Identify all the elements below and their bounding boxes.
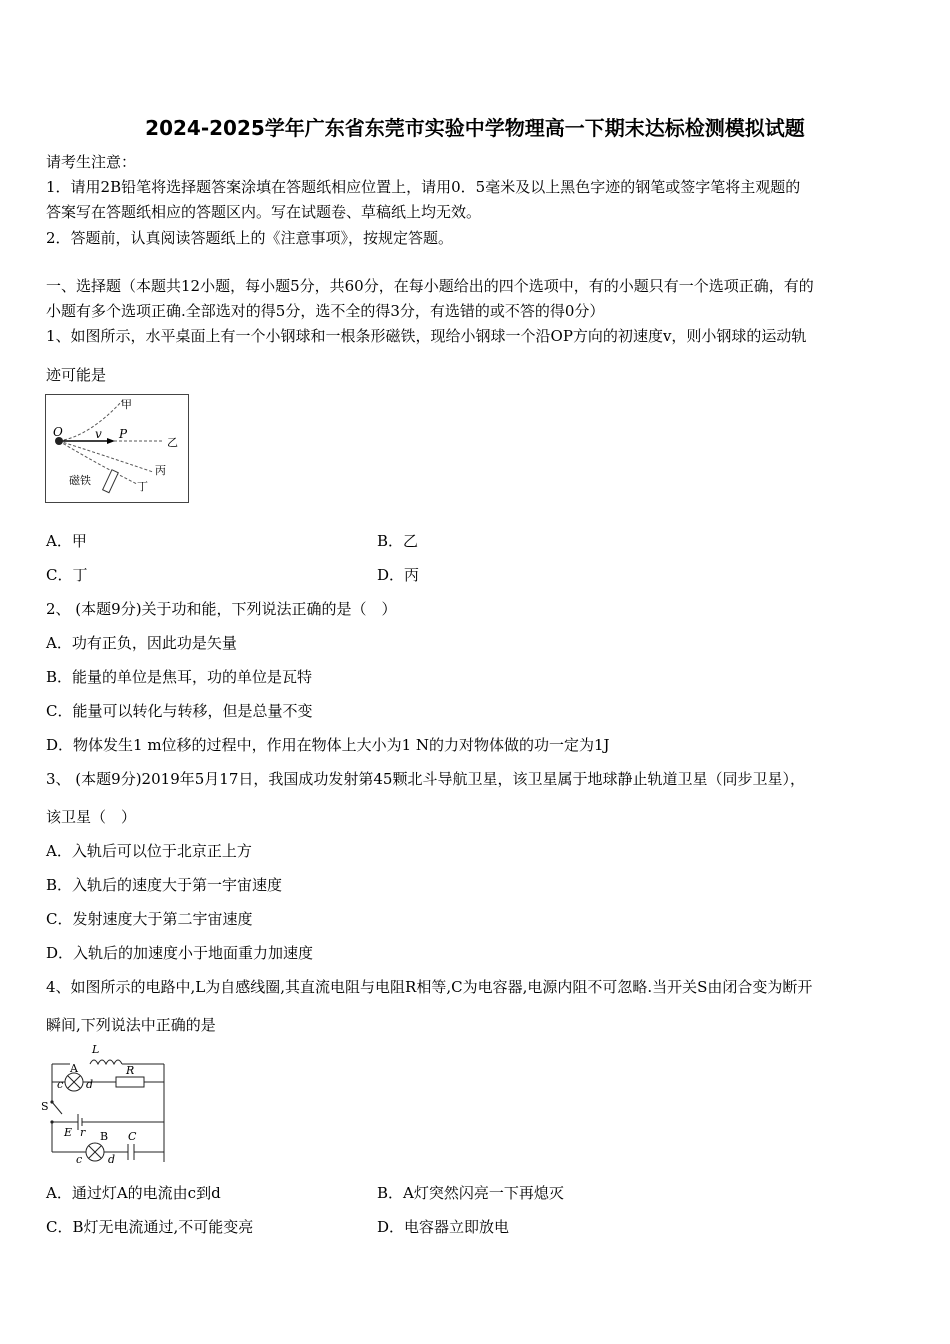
label-c: c xyxy=(76,1153,83,1166)
question-1-stem: 迹可能是 xyxy=(46,366,107,384)
q2-option-c: C．能量可以转化与转移，但是总量不变 xyxy=(46,702,313,720)
label-R: R xyxy=(126,1064,135,1077)
label-bing: 丙 xyxy=(155,464,166,477)
label-o: O xyxy=(53,425,63,439)
label-L: L xyxy=(92,1043,100,1056)
q3-option-c: C．发射速度大于第二宇宙速度 xyxy=(46,910,253,928)
q1-option-d: D．丙 xyxy=(377,566,420,584)
notice-line: 答案写在答题纸相应的答题区内。写在试题卷、草稿纸上均无效。 xyxy=(46,203,482,221)
q4-option-d: D．电容器立即放电 xyxy=(377,1218,510,1236)
label-d: d xyxy=(108,1153,116,1166)
question-4-stem: 4、如图所示的电路中,L为自感线圈,其直流电阻与电阻R相等,C为电容器,电源内阻不可忽略.当开关S由闭合变为断开 xyxy=(46,978,813,996)
label-A: A xyxy=(70,1062,78,1075)
question-3-stem: 3、 (本题9分)2019年5月17日，我国成功发射第45颗北斗导航卫星，该卫星属于地球静止轨道卫星（同步卫星）， xyxy=(46,770,805,788)
q1-option-a: A．甲 xyxy=(46,532,87,550)
question-3-stem: 该卫星（ ） xyxy=(46,808,137,826)
notice-heading: 请考生注意： xyxy=(46,153,137,171)
label-magnet: 磁铁 xyxy=(69,474,91,487)
q2-option-d: D．物体发生1 m位移的过程中，作用在物体上大小为1 N的力对物体做的功一定为1J xyxy=(46,736,610,754)
label-E: E xyxy=(64,1126,73,1139)
question-4-stem: 瞬间,下列说法中正确的是 xyxy=(46,1016,216,1034)
q1-option-c: C．丁 xyxy=(46,566,88,584)
label-d: d xyxy=(86,1078,94,1091)
question-2-stem: 2、 (本题9分)关于功和能，下列说法正确的是（ ） xyxy=(46,600,397,618)
q3-option-d: D．入轨后的加速度小于地面重力加速度 xyxy=(46,944,314,962)
label-v: v xyxy=(95,427,102,441)
label-c: c xyxy=(57,1078,64,1091)
q4-option-b: B．A灯突然闪亮一下再熄灭 xyxy=(377,1184,564,1202)
label-ding: 丁 xyxy=(137,480,148,493)
label-p: P xyxy=(119,427,128,441)
q2-option-a: A．功有正负，因此功是矢量 xyxy=(46,634,237,652)
label-r: r xyxy=(80,1126,86,1139)
q2-option-b: B．能量的单位是焦耳，功的单位是瓦特 xyxy=(46,668,313,686)
section-heading: 小题有多个选项正确.全部选对的得5分，选不全的得3分，有选错的或不答的得0分） xyxy=(46,302,605,320)
q4-option-c: C．B灯无电流通过,不可能变亮 xyxy=(46,1218,254,1236)
label-C: C xyxy=(128,1130,137,1143)
label-S: S xyxy=(41,1100,49,1113)
notice-line: 2．答题前，认真阅读答题纸上的《注意事项》，按规定答题。 xyxy=(46,229,454,247)
question-1-stem: 1、如图所示，水平桌面上有一个小钢球和一根条形磁铁，现给小钢球一个沿OP方向的初速度v，则小钢球的运动轨 xyxy=(46,327,807,345)
notice-line: 1．请用2B铅笔将选择题答案涂填在答题纸相应位置上，请用0．5毫米及以上黑色字迹的钢笔或签字笔将主观题的 xyxy=(46,178,801,196)
q3-option-a: A．入轨后可以位于北京正上方 xyxy=(46,842,252,860)
q3-option-b: B．入轨后的速度大于第一宇宙速度 xyxy=(46,876,283,894)
label-jia: 甲 xyxy=(121,398,132,411)
section-heading: 一、选择题（本题共12小题，每小题5分，共60分，在每小题给出的四个选项中，有的小题只有一个选项正确，有的 xyxy=(46,277,814,295)
circuit-figure xyxy=(40,1042,172,1166)
page-title: 2024-2025学年广东省东莞市实验中学物理高一下期末达标检测模拟试题 xyxy=(145,116,805,140)
label-B: B xyxy=(100,1130,109,1143)
label-yi: 乙 xyxy=(167,436,178,449)
trajectory-figure xyxy=(45,394,190,504)
q4-option-a: A．通过灯A的电流由c到d xyxy=(46,1184,221,1202)
q1-option-b: B．乙 xyxy=(377,532,419,550)
